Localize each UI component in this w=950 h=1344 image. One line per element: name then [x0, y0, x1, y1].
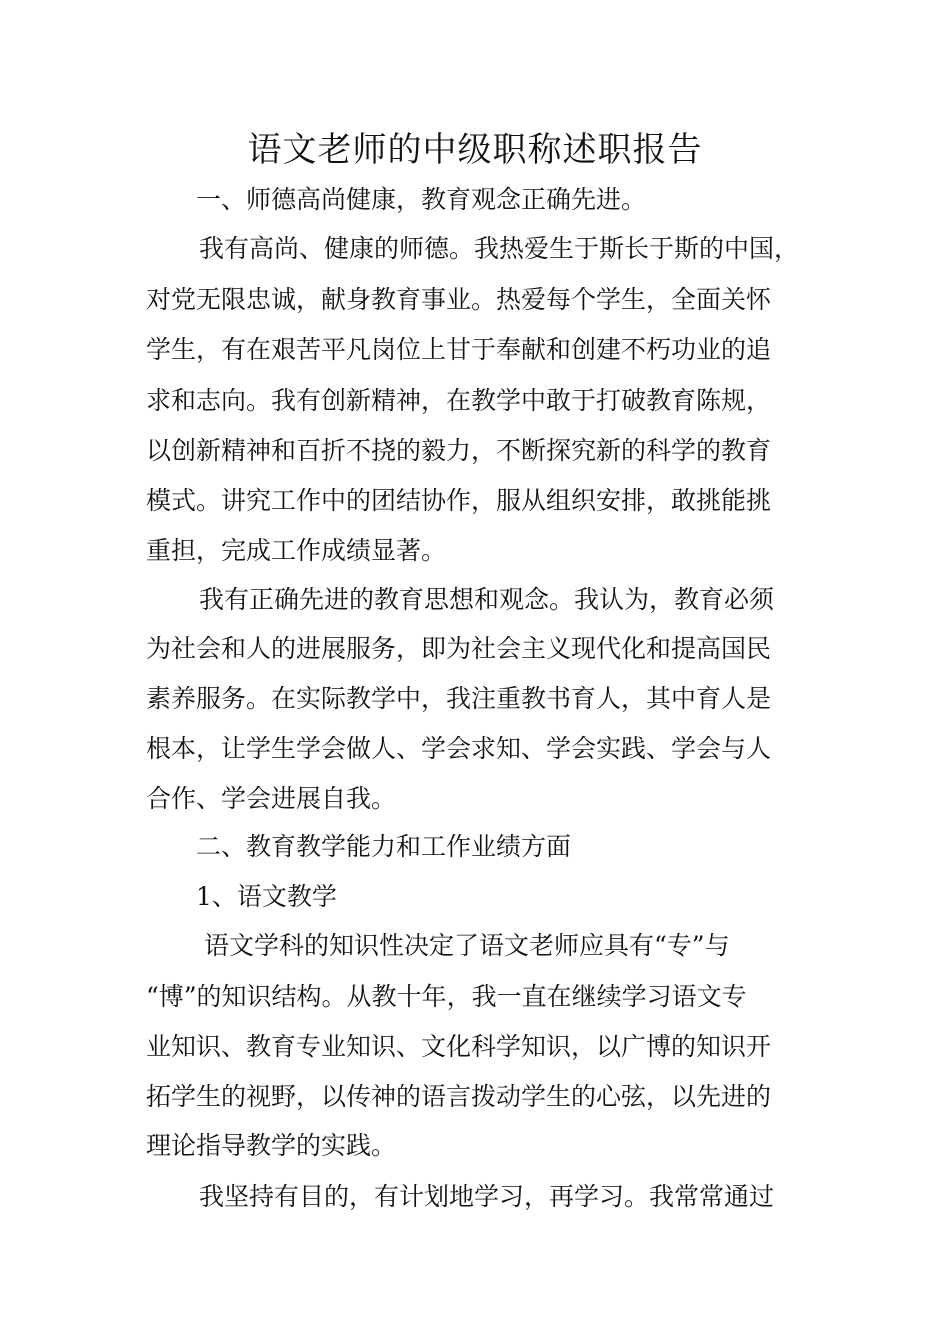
paragraph-line: 模式。讲究工作中的团结协作，服从组织安排，敢挑能挑	[146, 486, 772, 515]
paragraph-line: 业知识、教育专业知识、文化科学知识，以广博的知识开	[146, 1032, 772, 1061]
paragraph-line: 我有正确先进的教育思想和观念。我认为，教育必须	[199, 585, 775, 614]
paragraph-line: 理论指导教学的实践。	[146, 1131, 397, 1160]
section-heading-1: 一、师德高尚健康，教育观念正确先进。	[196, 185, 647, 214]
paragraph-line: 语文学科的知识性决定了语文老师应具有“专”与	[204, 931, 730, 960]
paragraph-line: 我坚持有目的，有计划地学习，再学习。我常常通过	[199, 1182, 775, 1211]
paragraph-line: 合作、学会进展自我。	[146, 784, 397, 813]
subsection-heading: 1、语文教学	[196, 882, 337, 911]
paragraph-line: 学生，有在艰苦平凡岗位上甘于奉献和创建不朽功业的追	[146, 335, 772, 364]
paragraph-line: 我有高尚、健康的师德。我热爱生于斯长于斯的中国，	[199, 234, 800, 263]
paragraph-line: 对党无限忠诚，献身教育事业。热爱每个学生，全面关怀	[146, 285, 772, 314]
paragraph-line: “博”的知识结构。从教十年，我一直在继续学习语文专	[146, 982, 747, 1011]
paragraph-line: 根本，让学生学会做人、学会求知、学会实践、学会与人	[146, 734, 772, 763]
paragraph-line: 重担，完成工作成绩显著。	[146, 536, 447, 565]
paragraph-line: 拓学生的视野，以传神的语言拨动学生的心弦，以先进的	[146, 1082, 772, 1111]
paragraph-line: 为社会和人的进展服务，即为社会主义现代化和提高国民	[146, 634, 772, 663]
paragraph-line: 素养服务。在实际教学中，我注重教书育人，其中育人是	[146, 684, 772, 713]
paragraph-line: 以创新精神和百折不挠的毅力，不断探究新的科学的教育	[146, 436, 772, 465]
section-heading-2: 二、教育教学能力和工作业绩方面	[196, 832, 572, 861]
paragraph-line: 求和志向。我有创新精神，在教学中敢于打破教育陈规，	[146, 386, 772, 415]
document-title: 语文老师的中级职称述职报告	[247, 130, 703, 170]
